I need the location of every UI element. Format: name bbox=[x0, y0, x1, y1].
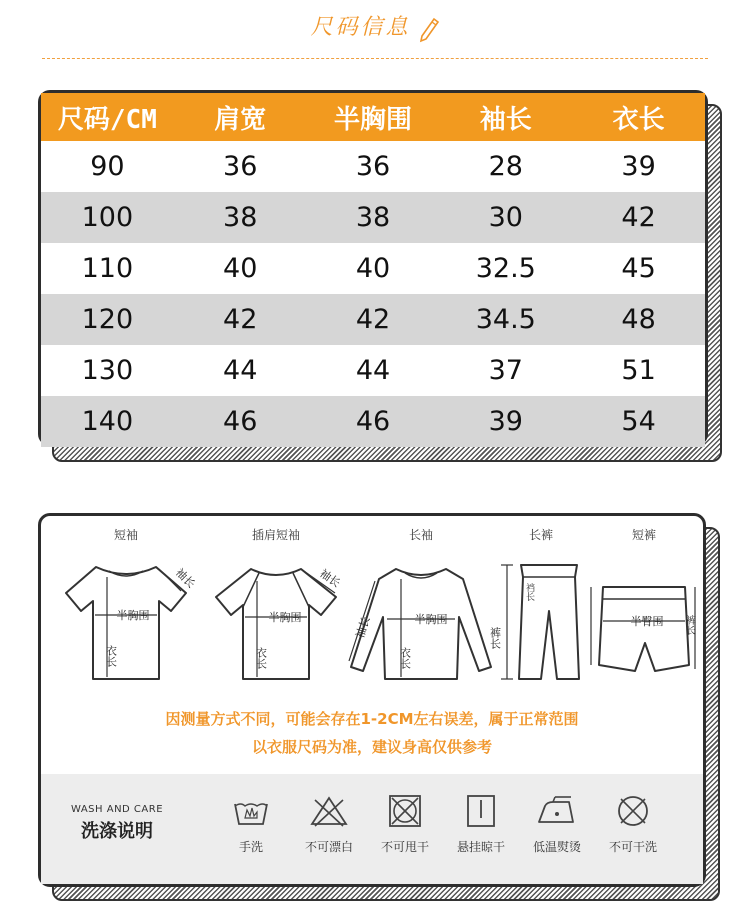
table-row bbox=[41, 294, 705, 345]
table-cell: 44 bbox=[355, 355, 391, 386]
care-item-no-bleach bbox=[293, 794, 365, 855]
care-band bbox=[41, 774, 703, 884]
care-label: 低温熨烫 bbox=[532, 840, 581, 854]
care-label: 不可干洗 bbox=[608, 840, 657, 854]
length-label: 衣长 bbox=[104, 645, 118, 667]
garment-short-sleeve bbox=[51, 526, 201, 687]
table-cell: 28 bbox=[488, 151, 523, 182]
rise-label: 裆长 bbox=[524, 583, 534, 601]
long-pants-icon bbox=[488, 547, 591, 687]
table-cell: 46 bbox=[355, 406, 391, 437]
care-label: 手洗 bbox=[238, 840, 263, 854]
hand-wash-icon bbox=[231, 794, 271, 828]
table-cell: 40 bbox=[223, 253, 258, 284]
table-cell: 30 bbox=[488, 202, 523, 233]
table-cell: 42 bbox=[621, 202, 656, 233]
length-label: 衣长 bbox=[398, 647, 412, 669]
long-sleeve-tshirt-icon bbox=[341, 547, 501, 687]
table-cell: 42 bbox=[223, 304, 258, 335]
half-chest-label: 半胸围 bbox=[116, 609, 150, 622]
measure-care-card bbox=[38, 513, 706, 887]
table-cell: 42 bbox=[355, 304, 391, 335]
raglan-tshirt-icon bbox=[201, 547, 351, 687]
length-label: 裤长 bbox=[488, 627, 502, 649]
sleeve-label: 袖长 bbox=[172, 565, 198, 591]
no-dry-clean-icon bbox=[613, 794, 653, 828]
no-tumble-dry-icon bbox=[385, 794, 425, 828]
table-cell: 48 bbox=[621, 304, 656, 335]
header-size: 尺码/CM bbox=[57, 104, 157, 135]
table-cell: 110 bbox=[81, 253, 134, 284]
size-table-header bbox=[41, 93, 705, 141]
table-cell: 46 bbox=[223, 406, 258, 437]
low-iron-icon bbox=[535, 794, 579, 828]
length-label: 裤长 bbox=[683, 615, 695, 635]
table-row bbox=[41, 345, 705, 396]
care-title-en: WASH AND CARE bbox=[71, 804, 164, 815]
short-sleeve-tshirt-icon bbox=[51, 547, 201, 687]
header-length: 衣长 bbox=[612, 104, 665, 135]
care-item-low-iron bbox=[521, 794, 593, 855]
garment-raglan-sleeve bbox=[201, 526, 351, 687]
half-chest-label: 半胸围 bbox=[268, 611, 302, 624]
care-item-hang-dry bbox=[445, 794, 517, 855]
care-item-no-tumble-dry bbox=[369, 794, 441, 855]
header-sleeve: 袖长 bbox=[479, 104, 532, 135]
length-label: 衣长 bbox=[254, 647, 268, 669]
garment-diagrams bbox=[41, 516, 703, 696]
garment-long-sleeve bbox=[341, 526, 501, 687]
table-cell: 45 bbox=[621, 253, 656, 284]
table-cell: 54 bbox=[621, 406, 656, 437]
table-cell: 34.5 bbox=[475, 304, 536, 335]
measurement-note-2: 以衣服尺码为准，建议身高仅供参考 bbox=[251, 738, 492, 756]
table-cell: 130 bbox=[81, 355, 134, 386]
garment-name: 短裤 bbox=[631, 528, 656, 542]
table-row bbox=[41, 243, 705, 294]
no-bleach-icon bbox=[309, 794, 349, 828]
table-row bbox=[41, 192, 705, 243]
table-cell: 120 bbox=[81, 304, 134, 335]
garment-long-pants bbox=[488, 526, 591, 687]
table-cell: 40 bbox=[355, 253, 391, 284]
header-shoulder: 肩宽 bbox=[214, 104, 267, 135]
garment-name: 长裤 bbox=[528, 528, 553, 542]
header-half-chest: 半胸围 bbox=[333, 104, 412, 135]
table-row bbox=[41, 141, 705, 192]
care-title-zh: 洗涤说明 bbox=[81, 821, 154, 842]
garment-name: 短袖 bbox=[113, 528, 138, 542]
care-label: 不可甩干 bbox=[380, 840, 429, 854]
care-item-hand-wash bbox=[215, 794, 287, 855]
table-cell: 36 bbox=[355, 151, 391, 182]
pencil-icon bbox=[418, 17, 440, 43]
garment-name: 插肩短袖 bbox=[251, 528, 300, 542]
page-title-area bbox=[0, 8, 750, 48]
table-cell: 38 bbox=[223, 202, 258, 233]
table-cell: 51 bbox=[621, 355, 656, 386]
table-cell: 36 bbox=[223, 151, 258, 182]
care-label: 不可漂白 bbox=[304, 840, 353, 854]
size-table bbox=[38, 90, 708, 446]
table-cell: 44 bbox=[223, 355, 258, 386]
care-title bbox=[71, 804, 163, 843]
table-cell: 100 bbox=[81, 202, 134, 233]
half-chest-label: 半胸围 bbox=[414, 613, 448, 626]
measurement-note-1: 因测量方式不同，可能会存在1-2CM左右误差，属于正常范围 bbox=[165, 710, 579, 728]
title-divider bbox=[42, 58, 708, 59]
table-cell: 38 bbox=[355, 202, 391, 233]
page-title: 尺码信息 bbox=[310, 15, 411, 40]
half-hip-label: 半臀围 bbox=[630, 615, 664, 628]
care-item-no-dry-clean bbox=[597, 794, 669, 855]
shorts-icon bbox=[589, 547, 699, 687]
sleeve-label: 袖长 bbox=[353, 614, 373, 640]
table-cell: 90 bbox=[90, 151, 125, 182]
garment-shorts bbox=[589, 526, 699, 687]
sleeve-label: 袖长 bbox=[317, 566, 343, 591]
table-cell: 39 bbox=[621, 151, 656, 182]
table-row bbox=[41, 396, 705, 447]
table-cell: 32.5 bbox=[475, 253, 536, 284]
table-cell: 37 bbox=[488, 355, 523, 386]
care-label: 悬挂晾干 bbox=[456, 840, 505, 854]
hang-dry-icon bbox=[461, 794, 501, 828]
table-cell: 39 bbox=[488, 406, 523, 437]
garment-name: 长袖 bbox=[408, 528, 433, 542]
table-cell: 140 bbox=[81, 406, 134, 437]
